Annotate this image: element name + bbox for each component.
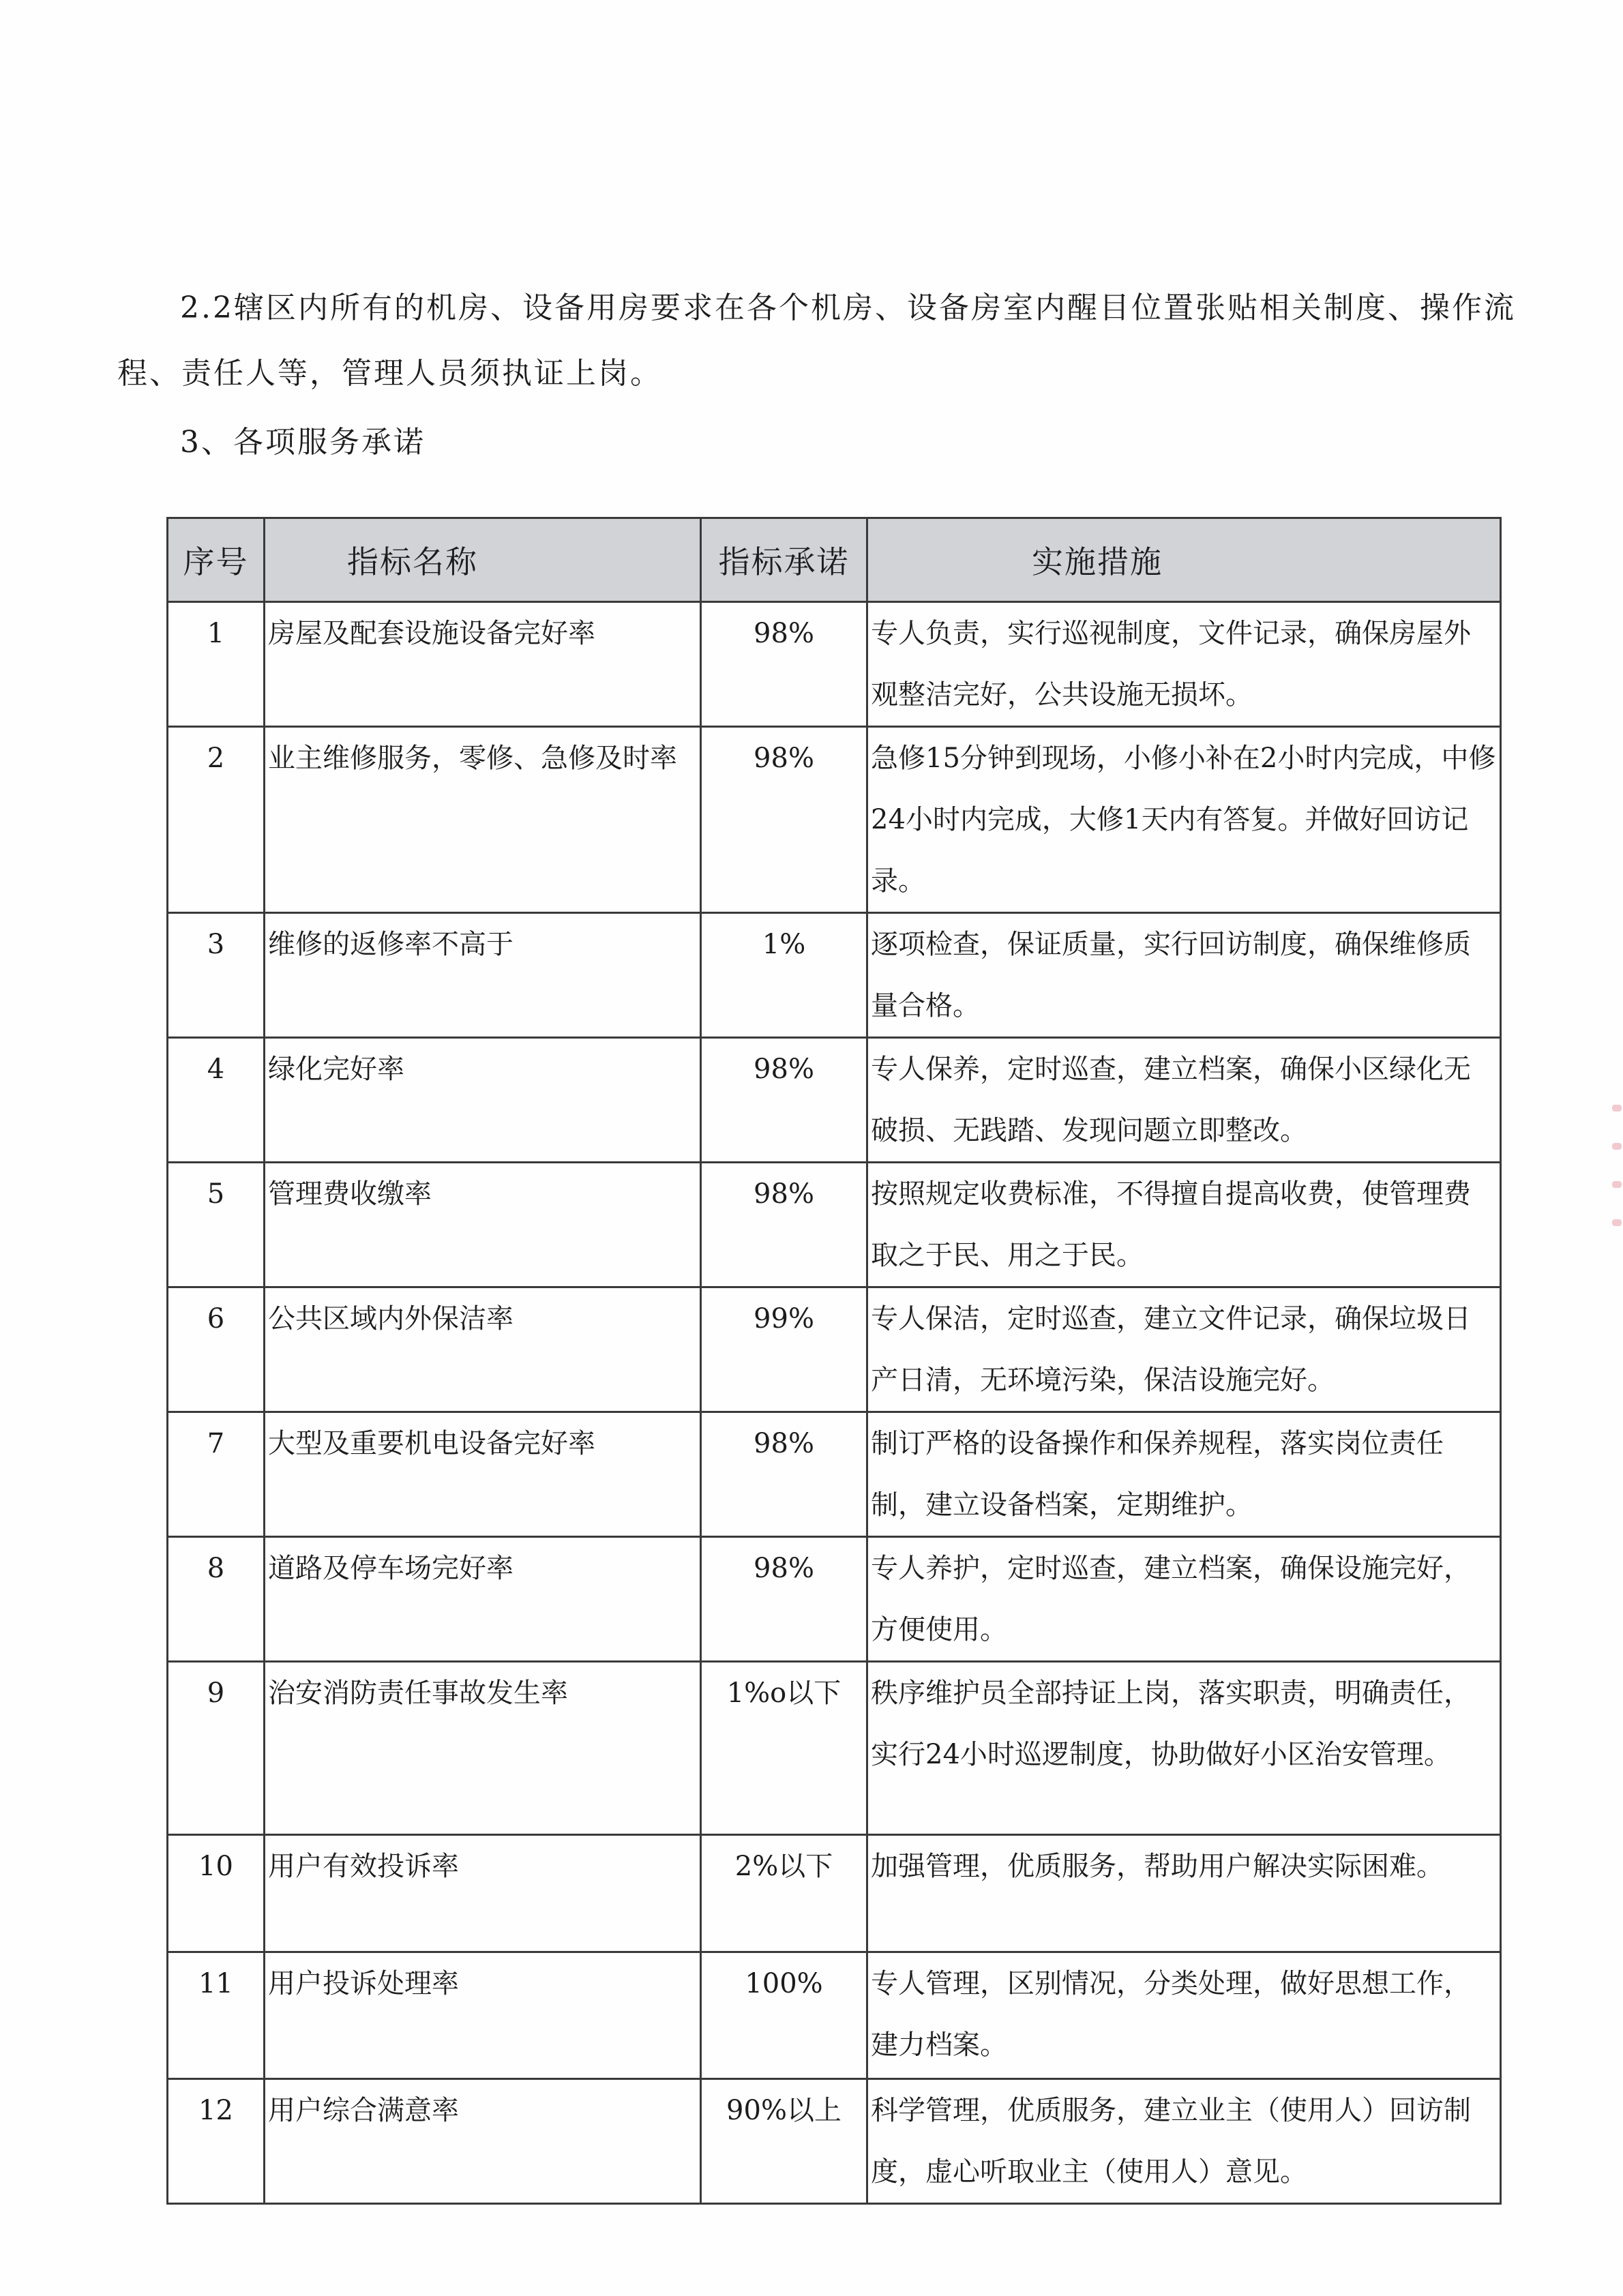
row-measure: 秩序维护员全部持证上岗，落实职责，明确责任，实行24小时巡逻制度，协助做好小区治安管理。 [867, 1662, 1501, 1835]
row-measure: 逐项检查，保证质量，实行回访制度，确保维修质量合格。 [867, 913, 1501, 1038]
table-row [168, 1163, 1501, 1287]
row-number: 1 [168, 602, 265, 727]
row-number: 11 [168, 1952, 265, 2079]
header-indicator-name: 指标名称 [265, 518, 701, 602]
row-indicator-name: 治安消防责任事故发生率 [265, 1662, 701, 1835]
table-row [168, 1038, 1501, 1163]
table-row [168, 1952, 1501, 2079]
row-indicator-name: 用户综合满意率 [265, 2079, 701, 2204]
row-indicator-name: 用户投诉处理率 [265, 1952, 701, 2079]
row-indicator-name: 道路及停车场完好率 [265, 1537, 701, 1662]
table-row [168, 1412, 1501, 1537]
row-commitment: 98% [701, 602, 867, 727]
row-commitment: 1% [701, 913, 867, 1038]
row-measure: 科学管理，优质服务，建立业主（使用人）回访制度，虚心听取业主（使用人）意见。 [867, 2079, 1501, 2204]
row-measure: 专人管理，区别情况，分类处理，做好思想工作，建力档案。 [867, 1952, 1501, 2079]
row-measure: 加强管理，优质服务，帮助用户解决实际困难。 [867, 1835, 1501, 1952]
row-measure: 专人养护，定时巡查，建立档案，确保设施完好，方便使用。 [867, 1537, 1501, 1662]
row-indicator-name: 用户有效投诉率 [265, 1835, 701, 1952]
header-implementation-measures: 实施措施 [867, 518, 1501, 602]
row-indicator-name: 绿化完好率 [265, 1038, 701, 1163]
scan-seal-edge-mark [1608, 1105, 1623, 1282]
row-indicator-name: 管理费收缴率 [265, 1163, 701, 1287]
row-commitment: 100% [701, 1952, 867, 2079]
table-header-row [168, 518, 1501, 602]
header-indicator-commitment: 指标承诺 [701, 518, 867, 602]
row-commitment: 98% [701, 727, 867, 913]
row-measure: 急修15分钟到现场，小修小补在2小时内完成，中修24小时内完成，大修1天内有答复。并做好回访记录。 [867, 727, 1501, 913]
row-commitment: 2%以下 [701, 1835, 867, 1952]
row-measure: 按照规定收费标准，不得擅自提高收费，使管理费取之于民、用之于民。 [867, 1163, 1501, 1287]
table-row [168, 2079, 1501, 2204]
row-indicator-name: 大型及重要机电设备完好率 [265, 1412, 701, 1537]
row-commitment: 98% [701, 1038, 867, 1163]
row-number: 10 [168, 1835, 265, 1952]
row-commitment: 99% [701, 1287, 867, 1412]
paragraph-lead: 2.2 [180, 290, 234, 325]
row-commitment: 98% [701, 1412, 867, 1537]
row-number: 5 [168, 1163, 265, 1287]
row-indicator-name: 业主维修服务，零修、急修及时率 [265, 727, 701, 913]
table-row [168, 727, 1501, 913]
row-indicator-name: 房屋及配套设施设备完好率 [265, 602, 701, 727]
row-number: 2 [168, 727, 265, 913]
header-serial-number: 序号 [168, 518, 265, 602]
row-number: 9 [168, 1662, 265, 1835]
row-commitment: 1%o以下 [701, 1662, 867, 1835]
row-indicator-name: 维修的返修率不高于 [265, 913, 701, 1038]
row-number: 4 [168, 1038, 265, 1163]
table-row [168, 602, 1501, 727]
section-title: 3、各项服务承诺 [180, 425, 426, 460]
table-row [168, 1662, 1501, 1835]
paragraph-2-2 [117, 275, 1536, 406]
table-row [168, 1287, 1501, 1412]
row-commitment: 98% [701, 1537, 867, 1662]
row-number: 8 [168, 1537, 265, 1662]
row-measure: 专人负责，实行巡视制度，文件记录，确保房屋外观整洁完好，公共设施无损坏。 [867, 602, 1501, 727]
row-measure: 专人保养，定时巡查，建立档案，确保小区绿化无破损、无践踏、发现问题立即整改。 [867, 1038, 1501, 1163]
table-row [168, 1537, 1501, 1662]
row-commitment: 98% [701, 1163, 867, 1287]
table-row [168, 913, 1501, 1038]
table-row [168, 1835, 1501, 1952]
row-measure: 专人保洁，定时巡查，建立文件记录，确保垃圾日产日清，无环境污染，保洁设施完好。 [867, 1287, 1501, 1412]
row-indicator-name: 公共区域内外保洁率 [265, 1287, 701, 1412]
row-number: 6 [168, 1287, 265, 1412]
row-number: 7 [168, 1412, 265, 1537]
row-number: 3 [168, 913, 265, 1038]
row-measure: 制订严格的设备操作和保养规程，落实岗位责任制，建立设备档案，定期维护。 [867, 1412, 1501, 1537]
row-commitment: 90%以上 [701, 2079, 867, 2204]
paragraph-text: 辖区内所有的机房、设备用房要求在各个机房、设备房室内醒目位置张贴相关制度、操作流程、责任人等，管理人员须执证上岗。 [117, 290, 1516, 391]
row-number: 12 [168, 2079, 265, 2204]
service-commitment-table [166, 517, 1502, 2205]
